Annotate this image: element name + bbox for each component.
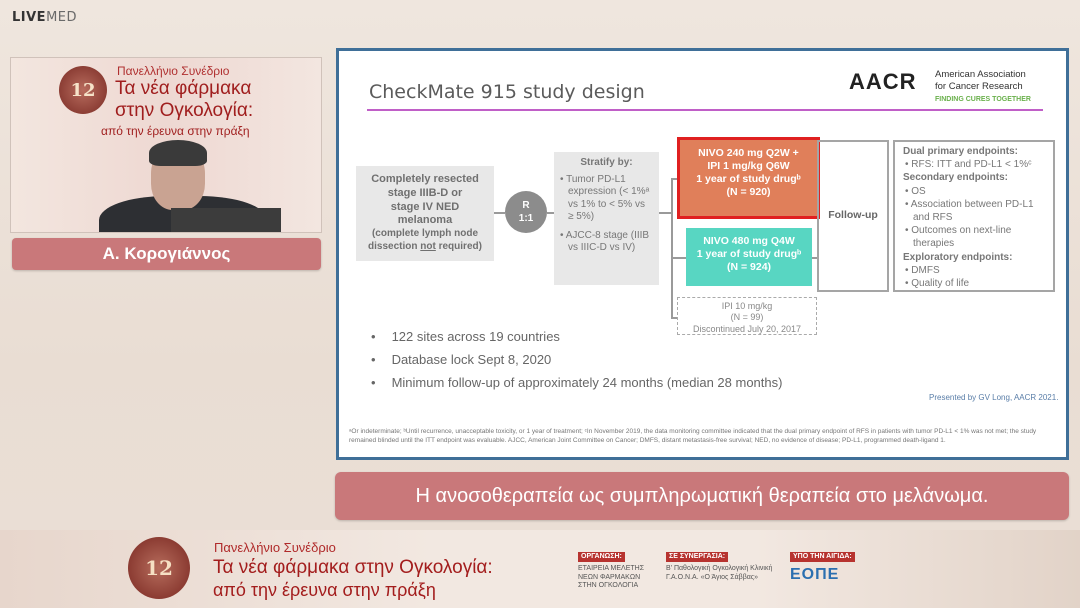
aacr-line2: for Cancer Research — [935, 81, 1023, 92]
arm-nivo — [686, 228, 812, 286]
arm-line: Discontinued July 20, 2017 — [692, 323, 802, 334]
endpoints-box — [893, 140, 1055, 292]
video-banner-line4: από την έρευνα στην πράξη — [101, 124, 250, 138]
arm-line: (N = 99) — [730, 312, 764, 323]
endpoint-item: • DMFS — [905, 264, 940, 276]
study-fact: • 122 sites across 19 countries — [371, 329, 782, 344]
endpoint-item: • Outcomes on next-line therapies — [905, 225, 1012, 250]
speaker-name-tag: Α. Κορογιάννος — [12, 238, 321, 270]
footer-line1: Πανελλήνιο Συνέδριο — [214, 540, 336, 555]
study-fact: • Database lock Sept 8, 2020 — [371, 352, 782, 367]
stratify-item: • AJCC-8 stage (IIIB vs IIIC-D vs IV) — [560, 229, 650, 253]
presentation-slide — [336, 48, 1069, 460]
eligibility-note: dissection not required) — [368, 240, 482, 252]
auspices-tag: ΥΠΟ ΤΗΝ ΑΙΓΙΔΑ: — [790, 552, 855, 562]
endpoint-item: • Quality of life — [905, 277, 970, 289]
eligibility-line: Completely resected — [371, 173, 479, 185]
randomization-circle — [505, 191, 547, 233]
aacr-line1: American Association — [935, 69, 1026, 80]
arm-line: (N = 920) — [726, 186, 771, 199]
randomization-label: R — [522, 200, 530, 211]
slide-footnote: ᵃOr indeterminate; ᵇUntil recurrence, unacceptable toxicity, or 1 year of treatment; ᶜIn November 2019, the data monitoring committee indicated that the dual primary endpoint of RFS in patients with tumor PD-L1 < 1% was not met; the study remained blinded until the ITT endpoint was evaluable. AJCC, American Joint Committee on Cancer; DMFS, distant metastasis-free survival; NED, no evidence of disease; PD-L1, programmed death-ligand 1. — [349, 428, 1037, 444]
aacr-logo-mark: AACR — [849, 69, 917, 94]
endpoint-item: • OS — [905, 185, 926, 197]
talk-caption: Η ανοσοθεραπεία ως συμπληρωματική θεραπεία στο μελάνωμα. — [335, 472, 1069, 520]
eligibility-note: (complete lymph node — [371, 228, 479, 239]
video-banner-line1: Πανελλήνιο Συνέδριο — [117, 64, 230, 78]
connector-line — [547, 212, 554, 214]
organizer — [578, 552, 660, 591]
stratify-header: Stratify by: — [580, 157, 633, 168]
stratify-item: • Tumor PD-L1 expression (< 1%ᵃ vs 1% to < 5% vs ≥ 5%) — [560, 173, 650, 222]
connector-line — [494, 212, 505, 214]
eligibility-line: stage IIIB-D or — [387, 186, 463, 199]
study-fact: • Minimum follow-up of approximately 24 months (median 28 months) — [371, 375, 782, 390]
arm-line: 1 year of study drugᵇ — [696, 173, 801, 186]
organizer-name: ΕΤΑΙΡΕΙΑ ΜΕΛΕΤΗΣ ΝΕΩΝ ΦΑΡΜΑΚΩΝ ΣΤΗΝ ΟΓΚΟΛΟΓΙΑ — [578, 565, 645, 590]
speaker-hair — [149, 140, 207, 166]
arm-line: IPI 1 mg/kg Q6W — [707, 160, 790, 173]
connector-line — [671, 178, 673, 318]
collaborator — [666, 552, 778, 582]
eligibility-line: stage IV NED — [390, 200, 460, 213]
endpoint-header: Exploratory endpoints: — [903, 251, 1013, 263]
connector-line — [671, 178, 680, 180]
video-banner-line2: Τα νέα φάρμακα — [115, 78, 252, 99]
connector-line — [659, 212, 671, 214]
organizer-tag: ΟΡΓΑΝΩΣΗ: — [578, 552, 625, 562]
presented-by: Presented by GV Long, AACR 2021. — [929, 393, 1059, 402]
aacr-tagline: FINDING CURES TOGETHER — [935, 96, 1031, 103]
randomization-ratio: 1:1 — [518, 212, 534, 224]
arm-line: NIVO 240 mg Q2W + — [698, 147, 799, 159]
arm-line: (N = 924) — [726, 261, 772, 274]
arm-nivo-ipi — [680, 140, 817, 216]
endpoint-header: Secondary endpoints: — [903, 172, 1009, 184]
title-divider — [367, 109, 1043, 111]
aacr-logo — [849, 65, 1049, 105]
podium — [171, 208, 281, 233]
endpoint-item: • Association between PD-L1 and RFS — [905, 198, 1034, 223]
eligibility-line: melanoma — [397, 214, 453, 227]
auspices — [790, 552, 870, 585]
arm-line: NIVO 480 mg Q4W — [703, 235, 795, 247]
eligibility-box — [356, 166, 494, 261]
anniversary-seal: 12 — [59, 66, 107, 114]
follow-up-box: Follow-up — [817, 140, 889, 292]
speaker-video — [10, 57, 322, 233]
footer-line2: Τα νέα φάρμακα στην Ογκολογία: — [213, 557, 493, 578]
endpoint-header: Dual primary endpoints: — [903, 146, 1019, 157]
livemed-logo: LIVEMED — [12, 10, 78, 25]
slide-title: CheckMate 915 study design — [369, 81, 645, 103]
study-facts-list — [371, 329, 782, 398]
collaborator-tag: ΣΕ ΣΥΝΕΡΓΑΣΙΑ: — [666, 552, 728, 562]
endpoint-item: • RFS: ITT and PD-L1 < 1%ᶜ — [905, 159, 1032, 171]
arm-line: IPI 10 mg/kg — [721, 301, 773, 311]
eope-logo: ΕΟΠΕ — [790, 566, 840, 584]
stratification-box — [554, 152, 659, 285]
collaborator-name: Β' Παθολογική Ογκολογική Κλινική Γ.Α.Ο.Ν.Α. «Ο Άγιος Σάββας» — [666, 565, 773, 581]
connector-line — [671, 257, 686, 259]
video-banner-line3: στην Ογκολογία: — [115, 100, 254, 121]
conference-footer — [0, 530, 1080, 608]
footer-line3: από την έρευνα στην πράξη — [213, 580, 436, 600]
arm-line: 1 year of study drugᵇ — [696, 248, 802, 261]
anniversary-seal: 12 — [128, 537, 190, 599]
